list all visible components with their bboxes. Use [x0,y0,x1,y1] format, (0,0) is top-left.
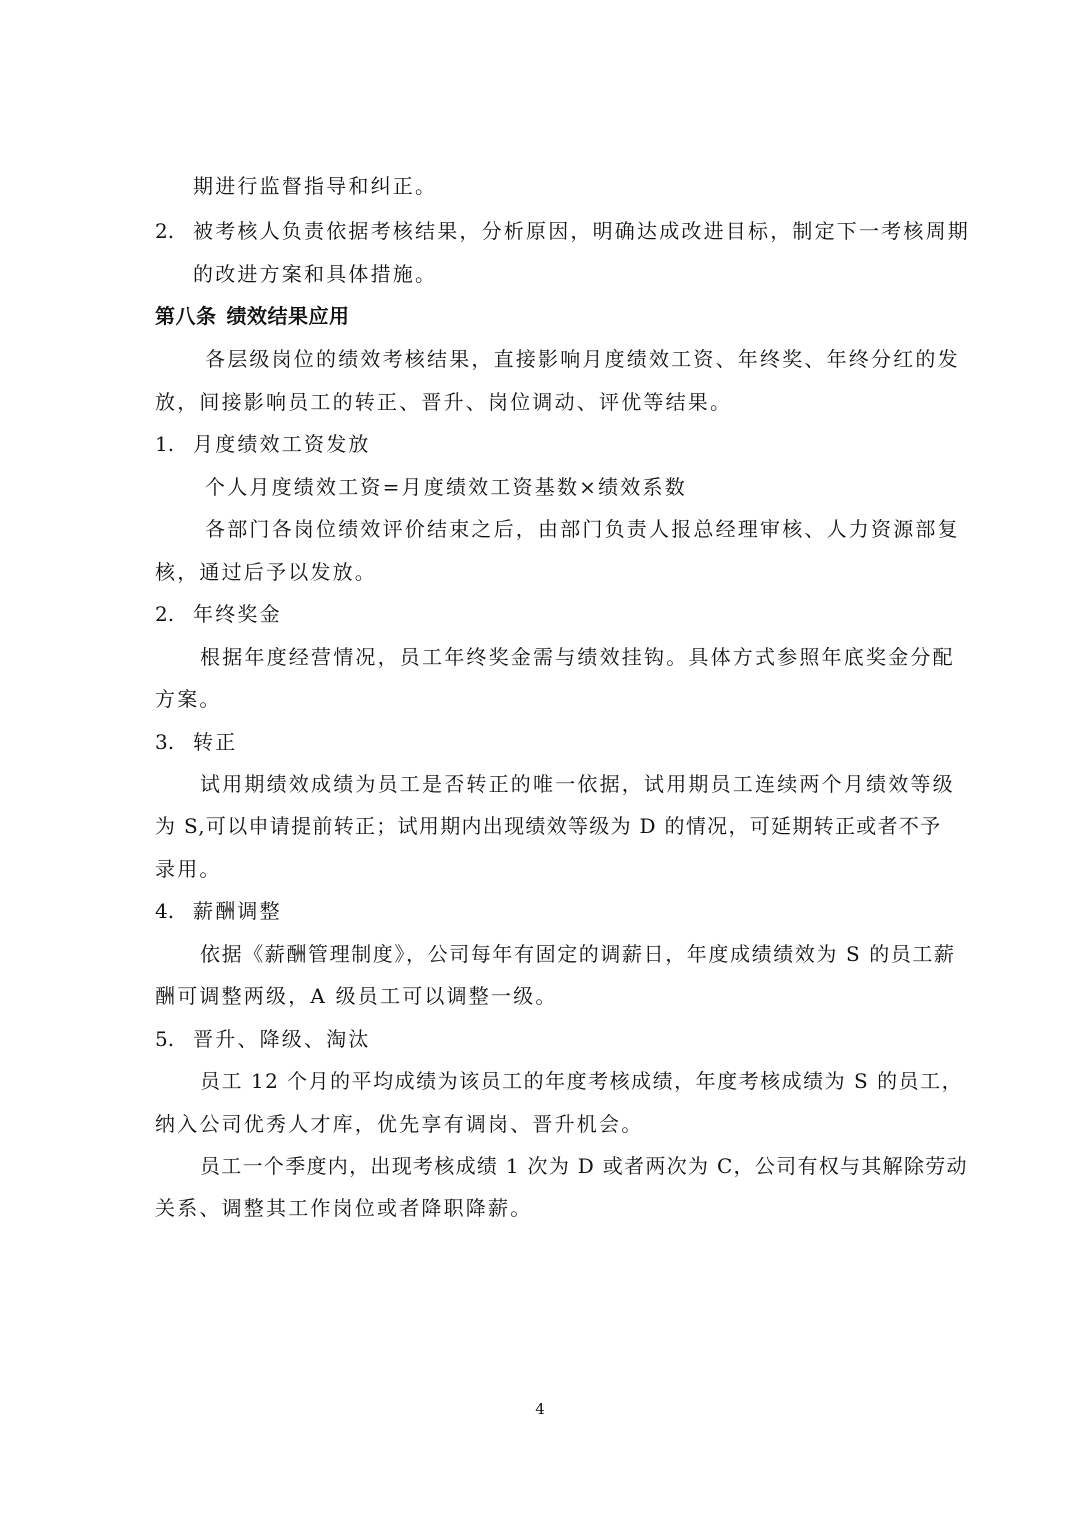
continuation-line: 期进行监督指导和纠正。 [193,174,438,198]
item-title: 转正 [193,730,238,754]
paragraph-line: 关系、调整其工作岗位或者降职降薪。 [155,1196,533,1220]
paragraph-line: 酬可调整两级，A 级员工可以调整一级。 [155,984,558,1008]
list-item-title [155,1025,371,1053]
list-number: 5. [155,1027,175,1051]
paragraph-line: 核，通过后予以发放。 [155,560,377,584]
paragraph-line: 被考核人负责依据考核结果，分析原因，明确达成改进目标，制定下一考核周期 [193,219,970,243]
item-title: 薪酬调整 [193,899,282,923]
paragraph-line: 录用。 [155,857,222,881]
section-heading [155,302,350,330]
paragraph-line: 依据《薪酬管理制度》，公司每年有固定的调薪日，年度成绩绩效为 S 的员工薪 [200,942,956,966]
list-number: 2. [155,602,175,626]
paragraph-line: 试用期绩效成绩为员工是否转正的唯一依据，试用期员工连续两个月绩效等级 [200,772,955,796]
list-number: 1. [155,432,175,456]
paragraph-line: 方案。 [155,687,222,711]
list-item-2-prev [155,217,970,245]
paragraph-line: 纳入公司优秀人才库，优先享有调岗、晋升机会。 [155,1112,644,1136]
paragraph-line: 员工一个季度内，出现考核成绩 1 次为 D 或者两次为 C，公司有权与其解除劳动 [200,1154,968,1178]
list-number: 2. [155,219,175,243]
list-number: 4. [155,899,175,923]
paragraph-line: 放，间接影响员工的转正、晋升、岗位调动、评优等结果。 [155,390,733,414]
list-item-title [155,728,237,756]
section-number: 第八条 [155,304,217,328]
list-item-title [155,897,282,925]
section-title: 绩效结果应用 [226,304,350,328]
list-item-title [155,430,371,458]
paragraph-line: 的改进方案和具体措施。 [193,262,438,286]
item-title: 年终奖金 [193,602,282,626]
paragraph-line: 各部门各岗位绩效评价结束之后，由部门负责人报总经理审核、人力资源部复 [205,517,960,541]
item-title: 晋升、降级、淘汰 [193,1027,371,1051]
list-item-title [155,600,282,628]
paragraph-line: 根据年度经营情况，员工年终奖金需与绩效挂钩。具体方式参照年底奖金分配 [200,645,955,669]
item-title: 月度绩效工资发放 [193,432,371,456]
paragraph-line: 各层级岗位的绩效考核结果，直接影响月度绩效工资、年终奖、年终分红的发 [205,347,960,371]
formula-line: 个人月度绩效工资=月度绩效工资基数×绩效系数 [205,475,687,499]
page-number: 4 [535,1400,545,1418]
paragraph-line: 为 S,可以申请提前转正；试用期内出现绩效等级为 D 的情况，可延期转正或者不予 [155,814,942,838]
list-number: 3. [155,730,175,754]
paragraph-line: 员工 12 个月的平均成绩为该员工的年度考核成绩，年度考核成绩为 S 的员工， [200,1069,964,1093]
